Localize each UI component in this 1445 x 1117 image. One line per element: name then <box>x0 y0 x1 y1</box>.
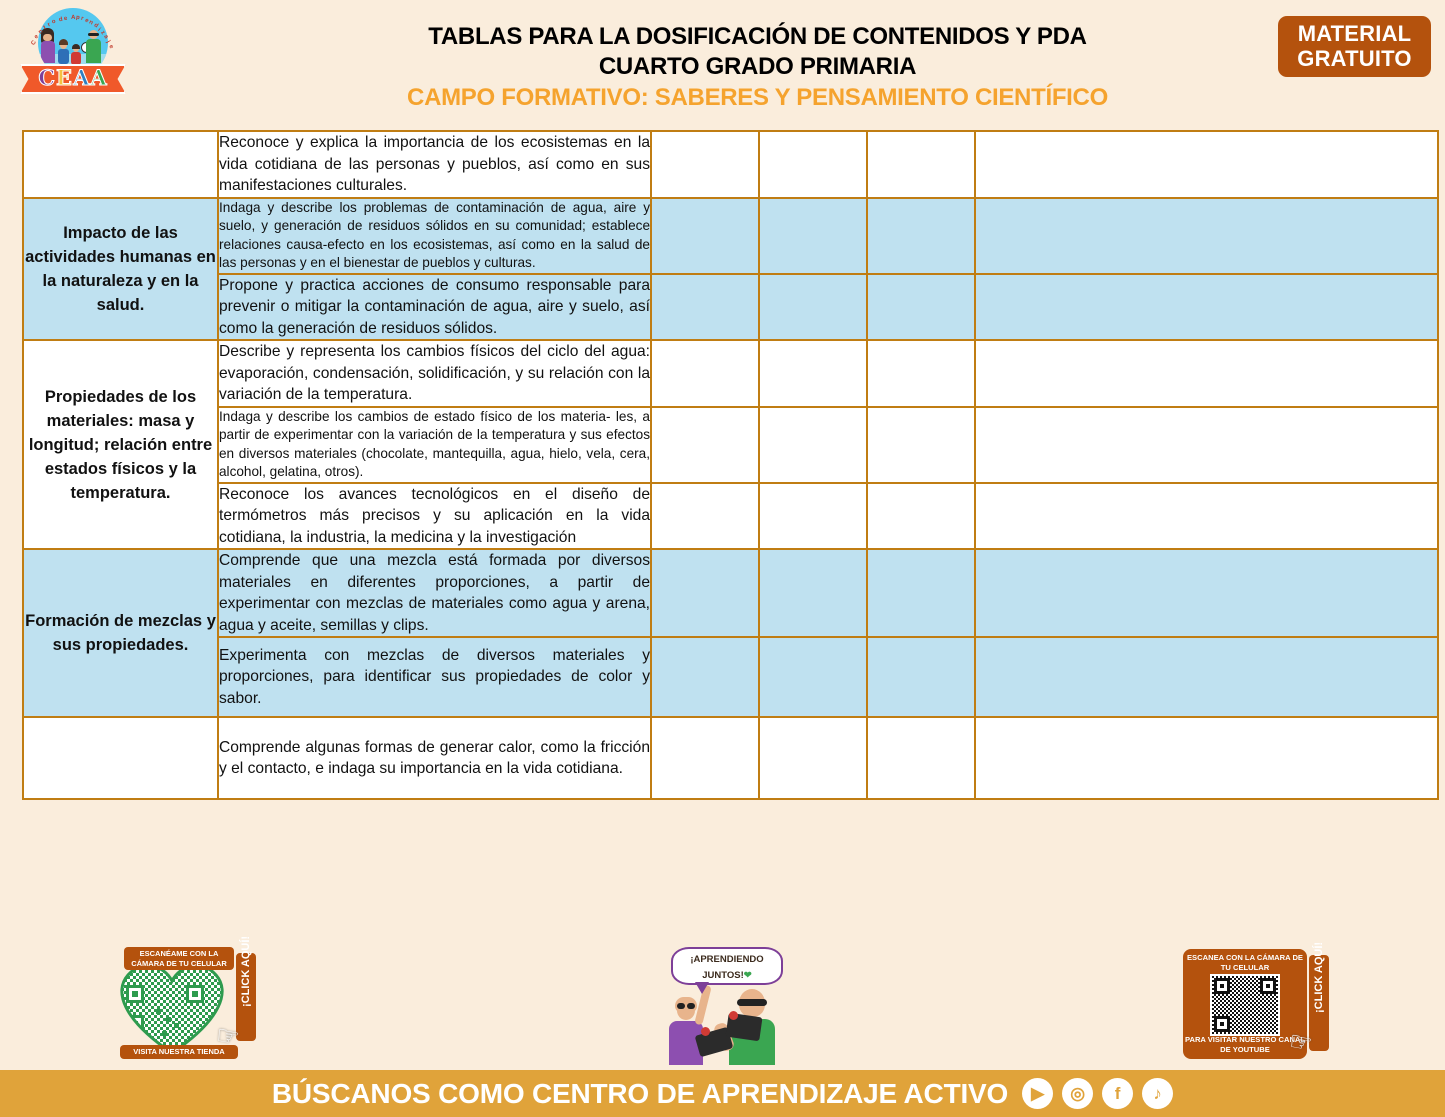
man-glasses <box>737 999 767 1006</box>
row-col4[interactable] <box>975 340 1438 407</box>
dosificacion-table-wrap <box>22 130 1425 800</box>
bottom-banner <box>0 1070 1445 1117</box>
row-col3[interactable] <box>867 340 975 407</box>
row-col1[interactable] <box>651 483 759 550</box>
row-col2[interactable] <box>759 340 867 407</box>
badge-line1: MATERIAL <box>1297 21 1412 46</box>
row-category <box>23 131 218 198</box>
row-col1[interactable] <box>651 274 759 341</box>
youtube-icon[interactable]: ▶ <box>1022 1078 1053 1109</box>
row-col2[interactable] <box>759 131 867 198</box>
page-header <box>0 0 1445 126</box>
instagram-icon[interactable]: ◎ <box>1062 1078 1093 1109</box>
bubble-line2: JUNTOS!❤ <box>702 970 752 981</box>
row-col3[interactable] <box>867 717 975 799</box>
qr-left-caption-bottom: VISITA NUESTRA TIENDA <box>120 1045 238 1059</box>
table-row <box>23 274 1438 341</box>
qr-code-image[interactable] <box>1210 974 1280 1036</box>
row-pda: Reconoce los avances tecnológicos en el diseño de termómetros más precisos y su aplicación en la vida cotidiana, la industria, la medicina y la investigación <box>218 483 651 550</box>
table-row <box>23 717 1438 799</box>
row-col1[interactable] <box>651 717 759 799</box>
row-col3[interactable] <box>867 407 975 483</box>
row-pda: Indaga y describe los problemas de contaminación de agua, aire y suelo, y generación de residuos sólidos en su comunidad; establece relaciones causa-efecto en los ecosistemas, así como en la salud de las personas y en el bienestar de pueblos y culturas. <box>218 198 651 274</box>
row-pda: Comprende que una mezcla está formada por diversos materiales en diferentes proporciones, a partir de experimentar con mezclas de materiales como agua y arena, agua y aceite, semillas y clips. <box>218 549 651 637</box>
record-dot-left-icon <box>701 1027 710 1036</box>
row-col3[interactable] <box>867 549 975 637</box>
qr-left-click-label[interactable]: ¡CLICK AQUÍ! <box>236 953 256 1041</box>
row-pda: Describe y representa los cambios físicos del ciclo del agua: evaporación, condensación, solidificación, y su relación con la variación de la temperatura. <box>218 340 651 407</box>
logo-arc-text: C e n t r o d e A p r e n d i z a j e <box>30 14 115 50</box>
row-col2[interactable] <box>759 549 867 637</box>
page-title-line1: TABLAS PARA LA DOSIFICACIÓN DE CONTENIDOS Y PDA <box>428 23 1087 50</box>
bubble-line1: ¡APRENDIENDO <box>690 954 764 965</box>
row-category: Formación de mezclas y sus propiedades. <box>23 549 218 717</box>
material-gratuito-badge <box>1278 16 1431 77</box>
qr-left-caption-top: ESCANÉAME CON LA CÁMARA DE TU CELULAR <box>124 947 234 970</box>
row-col4[interactable] <box>975 274 1438 341</box>
qr-right-caption-bottom: PARA VISITAR NUESTRO CANAL DE YOUTUBE <box>1184 1035 1306 1054</box>
tiktok-icon[interactable]: ♪ <box>1142 1078 1173 1109</box>
header-titles <box>200 22 1315 114</box>
table-row <box>23 549 1438 637</box>
qr-right-click-label[interactable]: ¡CLICK AQUÍ! <box>1309 955 1329 1051</box>
row-col2[interactable] <box>759 483 867 550</box>
qr-right-caption-top: ESCANEA CON LA CÁMARA DE TU CELULAR <box>1186 953 1303 972</box>
row-category: Impacto de las actividades humanas en la naturaleza y en la salud. <box>23 198 218 341</box>
table-row <box>23 637 1438 717</box>
row-col4[interactable] <box>975 198 1438 274</box>
row-col1[interactable] <box>651 340 759 407</box>
table-row <box>23 407 1438 483</box>
row-col4[interactable] <box>975 717 1438 799</box>
row-col2[interactable] <box>759 407 867 483</box>
table-row <box>23 131 1438 198</box>
row-col4[interactable] <box>975 407 1438 483</box>
logo-wordmark: CEAA <box>38 65 108 90</box>
row-col4[interactable] <box>975 483 1438 550</box>
record-dot-right-icon <box>729 1011 738 1020</box>
row-col4[interactable] <box>975 549 1438 637</box>
row-col1[interactable] <box>651 637 759 717</box>
table-row <box>23 340 1438 407</box>
row-col3[interactable] <box>867 274 975 341</box>
badge-line2: GRATUITO <box>1297 46 1412 71</box>
row-col3[interactable] <box>867 483 975 550</box>
row-col1[interactable] <box>651 549 759 637</box>
row-category: Propiedades de los materiales: masa y longitud; relación entre estados físicos y la temperatura. <box>23 340 218 549</box>
row-col4[interactable] <box>975 637 1438 717</box>
social-icons <box>1022 1078 1173 1109</box>
youtube-qr-block[interactable] <box>1183 941 1343 1064</box>
pointer-hand-icon: ☞ <box>1286 1025 1315 1059</box>
row-pda: Comprende algunas formas de generar calor, como la fricción y el contacto, e indaga su importancia en la vida cotidiana. <box>218 717 651 799</box>
dosificacion-table <box>22 130 1439 800</box>
row-col2[interactable] <box>759 637 867 717</box>
table-row <box>23 483 1438 550</box>
bottom-banner-text: BÚSCANOS COMO CENTRO DE APRENDIZAJE ACTIVO <box>271 1077 1009 1109</box>
speech-bubble <box>671 947 783 985</box>
facebook-icon[interactable]: f <box>1102 1078 1133 1109</box>
row-category <box>23 717 218 799</box>
row-col1[interactable] <box>651 198 759 274</box>
page-footer <box>0 935 1445 1070</box>
girl-glasses-right <box>687 1003 695 1009</box>
row-col1[interactable] <box>651 131 759 198</box>
row-col2[interactable] <box>759 274 867 341</box>
pointer-hand-icon: ☞ <box>213 1019 242 1053</box>
ceaa-logo <box>18 4 128 100</box>
girl-glasses-left <box>677 1003 685 1009</box>
table-row <box>23 198 1438 274</box>
row-col3[interactable] <box>867 131 975 198</box>
row-col2[interactable] <box>759 198 867 274</box>
row-col2[interactable] <box>759 717 867 799</box>
row-col4[interactable] <box>975 131 1438 198</box>
row-pda: Propone y practica acciones de consumo responsable para prevenir o mitigar la contaminación de agua, aire y suelo, así como la generación de residuos sólidos. <box>218 274 651 341</box>
row-pda: Indaga y describe los cambios de estado físico de los materia- les, a partir de experimentar con la variación de la temperatura y sus efectos en diversos materiales (chocolate, mantequilla, agua, hielo, vela, cera, alcohol, gelatina, otros). <box>218 407 651 483</box>
page-subtitle-campo-formativo: CAMPO FORMATIVO: SABERES Y PENSAMIENTO CIENTÍFICO <box>407 84 1108 111</box>
store-qr-block[interactable] <box>104 935 264 1065</box>
row-col1[interactable] <box>651 407 759 483</box>
row-pda: Experimenta con mezclas de diversos materiales y proporciones, para identificar sus propiedades de color y sabor. <box>218 637 651 717</box>
row-pda: Reconoce y explica la importancia de los ecosistemas en la vida cotidiana de las personas y pueblos, así como en sus manifestaciones culturales. <box>218 131 651 198</box>
row-col3[interactable] <box>867 198 975 274</box>
page-title-line2: CUARTO GRADO PRIMARIA <box>598 53 917 80</box>
row-col3[interactable] <box>867 637 975 717</box>
aprendiendo-juntos-illustration <box>655 945 815 1065</box>
